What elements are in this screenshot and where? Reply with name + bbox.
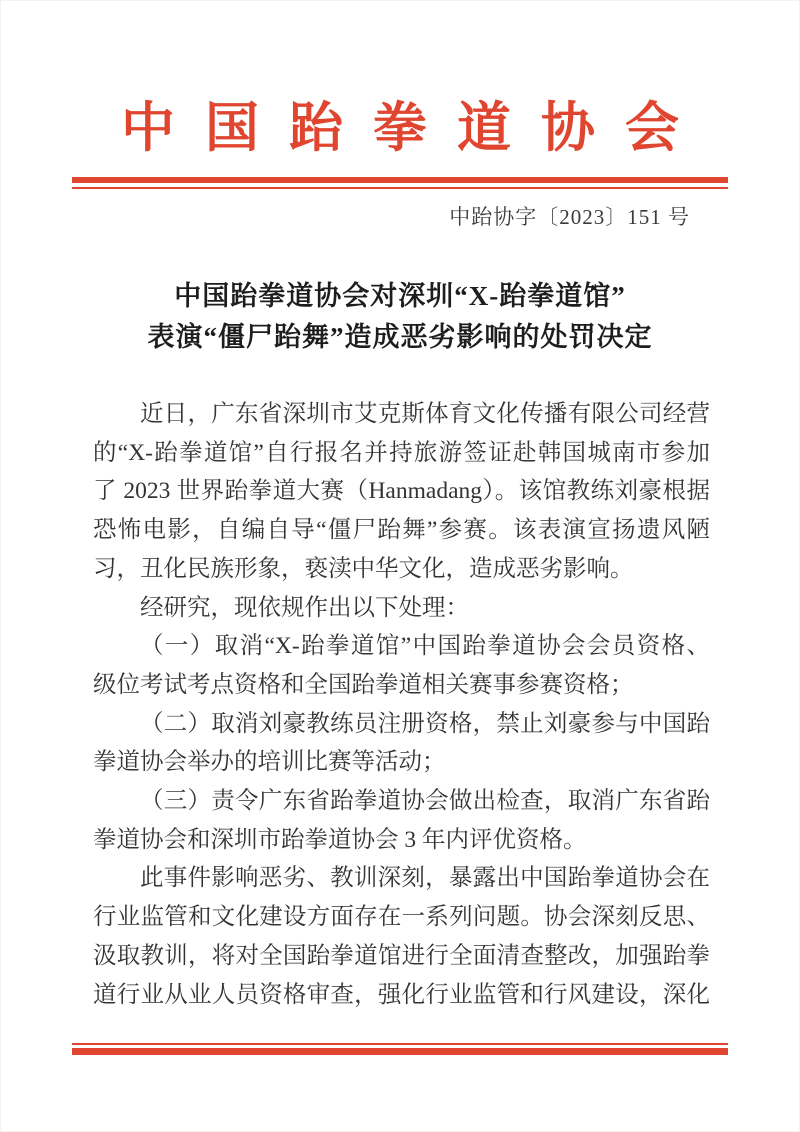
footer-rule-thick (72, 1048, 728, 1055)
body-line: （二）取消刘豪教练员注册资格，禁止刘豪参与中国跆 (140, 710, 710, 737)
document-title-line-1: 中国跆拳道协会对深圳“X-跆拳道馆” (174, 281, 626, 311)
document-title-line-2: 表演“僵尸跆舞”造成恶劣影响的处罚决定 (147, 322, 653, 352)
body-line: 恐怖电影，自编自导“僵尸跆舞”参赛。该表演宣扬遗风陋 (93, 517, 710, 544)
body-line: 级位考试考点资格和全国跆拳道相关赛事参赛资格； (93, 671, 634, 698)
body-line: 经研究，现依规作出以下处理： (140, 594, 469, 621)
body-line: 近日，广东省深圳市艾克斯体育文化传播有限公司经营 (140, 401, 710, 427)
body-line: 汲取教训，将对全国跆拳道馆进行全面清查整改，加强跆拳 (93, 942, 710, 969)
body-line: 拳道协会和深圳市跆拳道协会 3 年内评优资格。 (93, 826, 587, 853)
letterhead-rule-thin (72, 187, 728, 189)
body-line: 了 2023 世界跆拳道大赛（Hanmadang）。该馆教练刘豪根据 (93, 478, 710, 505)
document-title (60, 276, 740, 358)
body-line: 行业监管和文化建设方面存在一系列问题。协会深刻反思、 (93, 904, 710, 931)
body-line: 此事件影响恶劣、教训深刻，暴露出中国跆拳道协会在 (140, 865, 710, 892)
document-number: 中跆协字〔2023〕151 号 (449, 205, 690, 229)
document-body (93, 395, 710, 1014)
letterhead-org-name: 中国跆拳道协会 (121, 98, 709, 158)
body-line: 的“X-跆拳道馆”自行报名并持旅游签证赴韩国城南市参加 (93, 439, 710, 466)
body-line: 道行业从业人员资格审查，强化行业监管和行风建设，深化 (93, 981, 710, 1008)
body-line: （三）责令广东省跆拳道协会做出检查，取消广东省跆 (140, 788, 710, 815)
footer-rule-thin (72, 1043, 728, 1045)
body-line: （一）取消“X-跆拳道馆”中国跆拳道协会会员资格、 (140, 633, 710, 660)
letterhead-rule-thick (72, 177, 728, 183)
body-line: 习，丑化民族形象，亵渎中华文化，造成恶劣影响。 (93, 555, 634, 582)
body-line: 拳道协会举办的培训比赛等活动； (93, 749, 446, 776)
